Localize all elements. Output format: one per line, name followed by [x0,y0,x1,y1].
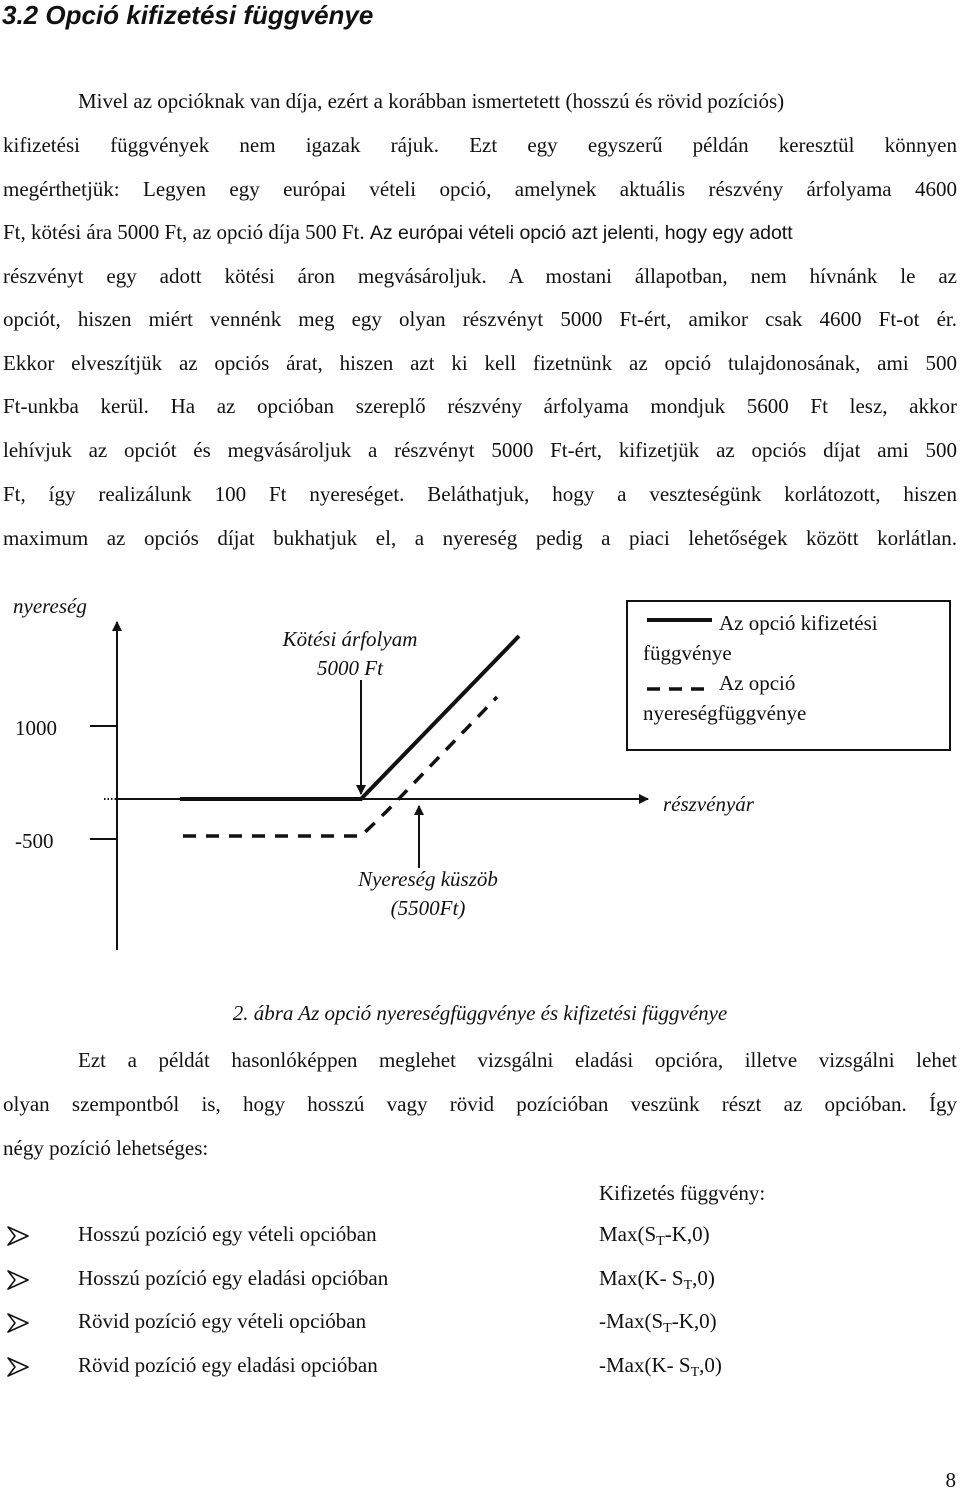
legend-profit-line1: Az opció [719,671,796,695]
payoff-function-header: Kifizetés függvény: [599,1181,766,1205]
paragraph1-line-8: Ft-unkba kerül. Ha az opcióban szereplő részvény árfolyama mondjuk 5600 Ft lesz, akkor [3,394,957,418]
paragraph2-line-1: Ezt a példát hasonlóképpen meglehet vizsgálni eladási opcióra, illetve vizsgálni lehet [78,1048,957,1072]
arrowhead-bullet-icon [6,1356,30,1378]
position-label: Hosszú pozíció egy eladási opcióban [78,1266,389,1290]
payoff-formula: Max(K- $S_T,0$) [599,1266,715,1293]
payoff-formula: $Max(S_T-K,0)$ [599,1222,710,1249]
arrowhead-bullet-icon [6,1312,30,1334]
paragraph1-line-4 [3,219,957,246]
tick-label-minus500: -500 [15,829,54,853]
paragraph1-line-3: megérthetjük: Legyen egy európai vételi opció, amelynek aktuális részvény árfolyama 4600 [3,177,957,201]
position-label: Hosszú pozíció egy vételi opcióban [78,1222,377,1246]
position-label: Rövid pozíció egy eladási opcióban [78,1353,378,1377]
paragraph2-line-2: olyan szempontból is, hogy hosszú vagy rövid pozícióban veszünk részt az opcióban. Így [3,1092,957,1116]
paragraph1-line-2: kifizetési függvények nem igazak rájuk. Ezt egy egyszerű példán keresztül könnyen [3,133,957,157]
option-payoff-figure [0,580,960,960]
paragraph1-line-4a: Ft, kötési ára 5000 Ft, az opció díja 500 Ft. [3,220,365,244]
list-item [6,1352,906,1382]
legend-payoff-line2: függvénye [643,641,732,665]
paragraph1-line-7: Ekkor elveszítjük az opciós árat, hiszen azt ki kell fizetnünk az opció tulajdonosának, ami 500 [3,351,957,375]
section-title: 3.2 Opció kifizetési függvénye [2,0,374,30]
list-item [6,1221,906,1251]
x-axis-label: részvényár [663,792,754,816]
legend-payoff-line1: Az opció kifizetési [719,611,878,635]
paragraph1-line-11: maximum az opciós díjat bukhatjuk el, a nyereség pedig a piaci lehetőségek között korlátlan. [3,526,957,550]
arrowhead-bullet-icon [6,1225,30,1247]
list-item [6,1265,906,1295]
paragraph1-line-1: Mivel az opcióknak van díja, ezért a korábban ismertetett (hosszú és rövid pozíciós) [78,89,785,113]
payoff-formula: -Max(K- $S_T,0$) [599,1353,722,1380]
strike-price-label-line2: 5000 Ft [317,656,383,680]
tick-label-1000: 1000 [15,716,57,740]
position-label: Rövid pozíció egy vételi opcióban [78,1309,367,1333]
legend [627,601,950,750]
paragraph1-line-6: opciót, hiszen miért vennénk meg egy olyan részvényt 5000 Ft-ért, amikor csak 4600 Ft-ot ér. [3,307,957,331]
y-axis-label: nyereség [13,594,87,618]
paragraph1-line-5: részvényt egy adott kötési áron megvásároljuk. A mostani állapotban, nem hívnánk le az [3,264,957,288]
breakeven-label-line1: Nyereség küszöb [358,867,498,891]
legend-profit-line2: nyereségfüggvénye [643,701,807,725]
arrowhead-bullet-icon [6,1269,30,1291]
paragraph1-line-9: lehívjuk az opciót és megvásároljuk a részvényt 5000 Ft-ért, kifizetjük az opciós díjat ami 500 [3,438,957,462]
figure-caption: 2. ábra Az opció nyereségfüggvénye és kifizetési függvénye [232,1001,728,1025]
payoff-formula: $-Max(S_T-K,0)$ [599,1309,717,1336]
paragraph1-line-4b: Az európai vételi opció azt jelenti, hogy egy adott [369,222,793,244]
paragraph2-line-3: négy pozíció lehetséges: [3,1136,209,1160]
breakeven-label-line2: (5500Ft) [390,896,466,920]
strike-price-label-line1: Kötési árfolyam [282,627,418,651]
list-item [6,1308,906,1338]
paragraph1-line-10: Ft, így realizálunk 100 Ft nyereséget. Beláthatjuk, hogy a veszteségünk korlátozott, hiszen [3,482,957,506]
profit-function-line [183,697,497,836]
page-number: 8 [945,1468,956,1492]
